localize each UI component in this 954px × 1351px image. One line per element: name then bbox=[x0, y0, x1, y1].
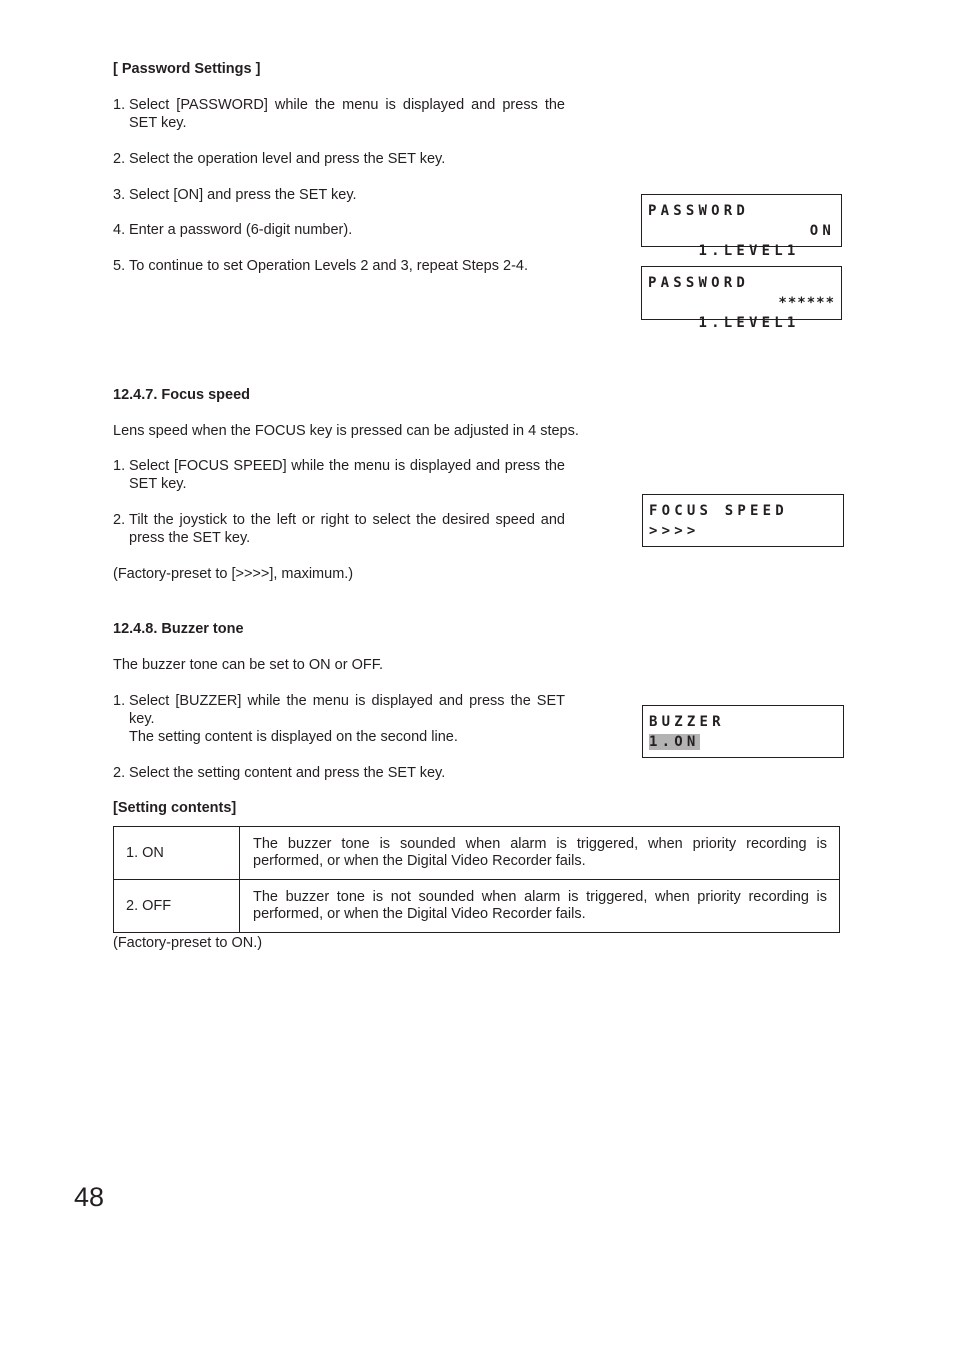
table-description-cell: The buzzer tone is not sounded when alarm is triggered, when priority recording is performed, or when the Digital Video Recorder fails. bbox=[240, 880, 840, 933]
lcd-level: 1.LEVEL1 bbox=[698, 243, 800, 259]
step-text: Select [FOCUS SPEED] while the menu is displayed and press the SET key. bbox=[129, 458, 565, 492]
lcd-password-on bbox=[641, 194, 842, 259]
step-number: 2. bbox=[113, 765, 126, 781]
step-number: 2. bbox=[113, 151, 126, 167]
lcd-buzzer bbox=[642, 705, 844, 758]
focus-speed-heading: 12.4.7. Focus speed bbox=[113, 387, 251, 403]
step-text: Enter a password (6-digit number). bbox=[129, 222, 353, 238]
lcd-level: 1.LEVEL1 bbox=[698, 315, 800, 331]
step-number: 5. bbox=[113, 258, 126, 274]
lcd-line-1: PASSWORD bbox=[648, 203, 750, 219]
step-number: 1. bbox=[113, 458, 126, 474]
lcd-focus-speed bbox=[642, 494, 844, 547]
step-number: 1. bbox=[113, 693, 126, 709]
table-option-cell: 2. OFF bbox=[114, 880, 240, 933]
password-settings-heading: [ Password Settings ] bbox=[113, 61, 261, 77]
step-text: Select [BUZZER] while the menu is displayed and press the SET key. bbox=[129, 693, 565, 727]
table-description-cell: The buzzer tone is sounded when alarm is triggered, when priority recording is performed, or when the Digital Video Recorder fails. bbox=[240, 827, 840, 880]
focus-step-2 bbox=[113, 511, 565, 547]
password-step-3 bbox=[113, 186, 565, 204]
step-text: Tilt the joystick to the left or right to select the desired speed and press the SET key. bbox=[129, 512, 565, 546]
page-number: 48 bbox=[74, 1182, 105, 1212]
setting-contents-table bbox=[113, 826, 840, 933]
step-text: Select [PASSWORD] while the menu is displayed and press the SET key. bbox=[129, 97, 565, 131]
buzzer-tone-intro: The buzzer tone can be set to ON or OFF. bbox=[113, 657, 383, 673]
focus-speed-note: (Factory-preset to [>>>>], maximum.) bbox=[113, 566, 354, 582]
lcd-line-1: PASSWORD bbox=[648, 275, 750, 291]
password-step-4 bbox=[113, 221, 565, 239]
setting-contents-heading: [Setting contents] bbox=[113, 800, 237, 816]
buzzer-step-2 bbox=[113, 764, 565, 782]
step-number: 4. bbox=[113, 222, 126, 238]
lcd-line-1: FOCUS SPEED bbox=[649, 503, 788, 519]
step-text: To continue to set Operation Levels 2 and 3, repeat Steps 2-4. bbox=[129, 258, 529, 274]
table-row bbox=[114, 880, 840, 933]
buzzer-step-1 bbox=[113, 692, 565, 746]
step-number: 3. bbox=[113, 187, 126, 203]
table-option-cell: 1. ON bbox=[114, 827, 240, 880]
lcd-password-entry bbox=[641, 266, 842, 331]
password-step-5 bbox=[113, 257, 633, 275]
lcd-line-2 bbox=[648, 221, 841, 259]
buzzer-tone-heading: 12.4.8. Buzzer tone bbox=[113, 621, 244, 637]
lcd-line-2 bbox=[649, 732, 843, 752]
password-step-2 bbox=[113, 150, 565, 168]
buzzer-tone-note: (Factory-preset to ON.) bbox=[113, 935, 263, 951]
step-subtext: The setting content is displayed on the second line. bbox=[129, 729, 458, 745]
step-number: 1. bbox=[113, 97, 126, 113]
step-number: 2. bbox=[113, 512, 126, 528]
step-text: Select the operation level and press the SET key. bbox=[129, 151, 446, 167]
lcd-selected-option: 1.ON bbox=[649, 734, 700, 750]
focus-speed-intro: Lens speed when the FOCUS key is pressed can be adjusted in 4 steps. bbox=[113, 423, 579, 439]
lcd-line-1: BUZZER bbox=[649, 714, 725, 730]
table-row bbox=[114, 827, 840, 880]
lcd-value: ON bbox=[809, 223, 835, 239]
focus-step-1 bbox=[113, 457, 565, 493]
lcd-password-mask: ****** bbox=[778, 295, 835, 311]
lcd-line-2 bbox=[648, 293, 841, 331]
step-text: Select the setting content and press the SET key. bbox=[129, 765, 446, 781]
step-text: Select [ON] and press the SET key. bbox=[129, 187, 357, 203]
password-step-1 bbox=[113, 96, 565, 132]
lcd-line-2: >>>> bbox=[649, 523, 700, 539]
